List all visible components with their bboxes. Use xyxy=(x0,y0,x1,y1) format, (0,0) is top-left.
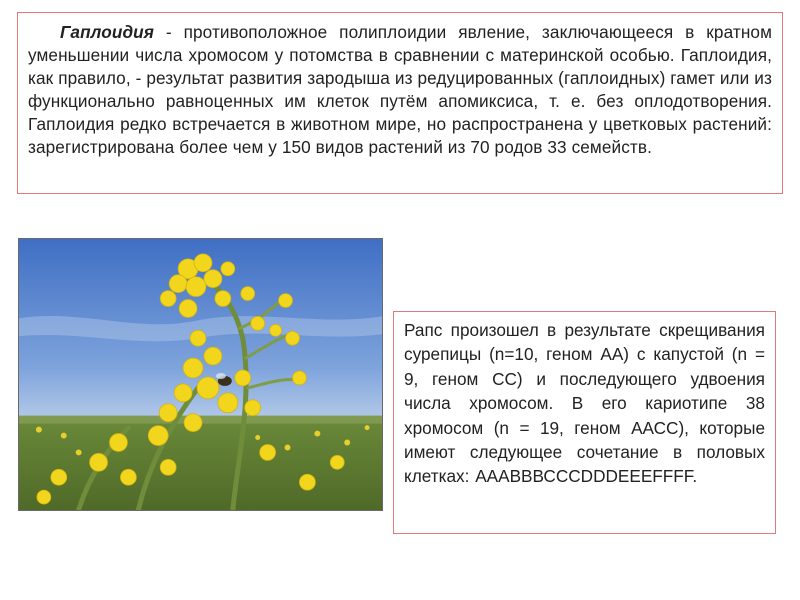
haploidy-term: Гаплоидия xyxy=(60,22,154,42)
rapeseed-photo xyxy=(18,238,383,511)
haploidy-text-box xyxy=(17,12,783,194)
rapeseed-text-box xyxy=(393,311,776,534)
haploidy-definition: противоположное полиплоидии явление, заключающееся в кратном уменьшении числа хромосом у потомства в сравнении с материнской особью. Гаплоидия, как правило, - результат развития зародыша из редуцированных (гаплоидных) гамет или из функционально равноценных им клеток путём апомиксиса, т. е. без оплодотворения. Гаплоидия редко встречается в животном мире, но распространена у цветковых растений: зарегистрирована более чем у 150 видов растений из 70 родов 33 семейств. xyxy=(28,22,772,157)
haploidy-paragraph xyxy=(28,21,772,159)
rapeseed-paragraph: Рапс произошел в результате скрещивания сурепицы (n=10, геном АА) с капустой (n = 9, геном СС) и последующего удвоения числа хромосом. В его кариотипе 38 хромосом (n = 19, геном ААСС), которые имеют следующее сочетание в половых клетках: АААВВВСССDDDEEEFFFF. xyxy=(404,320,765,487)
haploidy-dash: - xyxy=(154,22,184,42)
rapeseed-photo-illustration xyxy=(19,239,382,510)
